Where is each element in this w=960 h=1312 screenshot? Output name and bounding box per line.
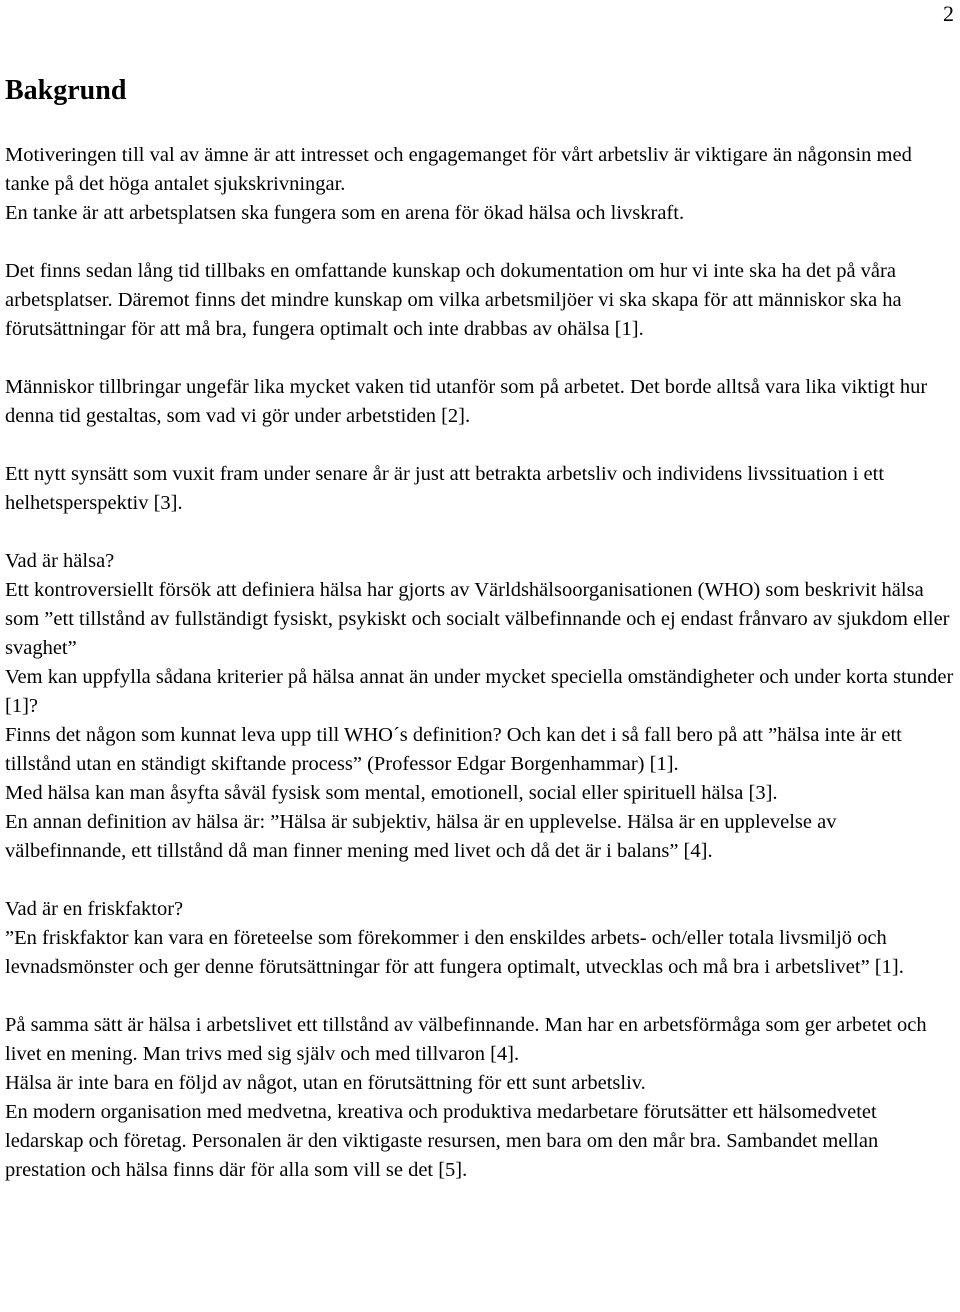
paragraph-criteria: Vem kan uppfylla sådana kriterier på hälsa annat än under mycket speciella omständigheter och under korta stunder [1]? bbox=[5, 666, 954, 717]
paragraph-arena: En tanke är att arbetsplatsen ska fungera som en arena för ökad hälsa och livskraft. bbox=[5, 202, 685, 224]
subheading-health-factor: Vad är en friskfaktor? bbox=[5, 898, 184, 920]
section-heading: Bakgrund bbox=[5, 75, 127, 106]
subheading-what-is-health: Vad är hälsa? bbox=[5, 550, 115, 572]
paragraph-prerequisite: Hälsa är inte bara en följd av något, utan en förutsättning för ett sunt arbetsliv. bbox=[5, 1072, 646, 1094]
page-number: 2 bbox=[943, 1, 954, 26]
paragraph-subjective: En annan definition av hälsa är: ”Hälsa är subjektiv, hälsa är en upplevelse. Hälsa är en upplevelse av välbefinnande, ett tillstånd då man finner mening med livet och då det är i balans” [4]. bbox=[5, 811, 837, 862]
paragraph-dimensions: Med hälsa kan man åsyfta såväl fysisk som mental, emotionell, social eller spirituell hälsa [3]. bbox=[5, 782, 778, 804]
paragraph-organisation: En modern organisation med medvetna, kreativa och produktiva medarbetare förutsätter ett hälsomedvetet ledarskap och företag. Personalen är den viktigaste resursen, men bara om den mår bra. Sambandet mellan prestation och hälsa finns där för alla som vill se det [5]. bbox=[5, 1101, 879, 1181]
paragraph-wellbeing: På samma sätt är hälsa i arbetslivet ett tillstånd av välbefinnande. Man har en arbetsförmåga som ger arbetet och livet en mening. Man trivs med sig själv och med tillvaron [4]. bbox=[5, 1014, 927, 1065]
paragraph-time: Människor tillbringar ungefär lika mycket vaken tid utanför som på arbetet. Det borde alltså vara lika viktigt hur denna tid gestaltas, som vad vi gör under arbetstiden [2]. bbox=[5, 376, 928, 427]
paragraph-knowledge: Det finns sedan lång tid tillbaks en omfattande kunskap och dokumentation om hur vi inte ska ha det på våra arbetsplatser. Däremot finns det mindre kunskap om vilka arbetsmiljöer vi ska skapa för att människor ska ha förutsättningar för att må bra, fungera optimalt och inte drabbas av ohälsa [1]. bbox=[5, 260, 902, 340]
paragraph-who-definition: Ett kontroversiellt försök att definiera hälsa har gjorts av Världshälsoorganisationen (WHO) som beskrivit hälsa som ”ett tillstånd av fullständigt fysiskt, psykiskt och socialt välbefinnande och ej endast frånvaro av sjukdom eller svaghet” bbox=[5, 579, 950, 659]
paragraph-process: Finns det någon som kunnat leva upp till WHO´s definition? Och kan det i så fall bero på att ”hälsa inte är ett tillstånd utan en ständigt skiftande process” (Professor Edgar Borgenhammar) [1]. bbox=[5, 724, 902, 775]
paragraph-motivation: Motiveringen till val av ämne är att intresset och engagemanget för vårt arbetsliv är viktigare än någonsin med tanke på det höga antalet sjukskrivningar. bbox=[5, 144, 912, 195]
document-body bbox=[5, 141, 957, 1185]
paragraph-perspective: Ett nytt synsätt som vuxit fram under senare år är just att betrakta arbetsliv och individens livssituation i ett helhetsperspektiv [3]. bbox=[5, 463, 885, 514]
paragraph-health-factor: ”En friskfaktor kan vara en företeelse som förekommer i den enskildes arbets- och/eller totala livsmiljö och levnadsmönster och ger denne förutsättningar för att fungera optimalt, utvecklas och må bra i arbetslivet” [1]. bbox=[5, 927, 904, 978]
